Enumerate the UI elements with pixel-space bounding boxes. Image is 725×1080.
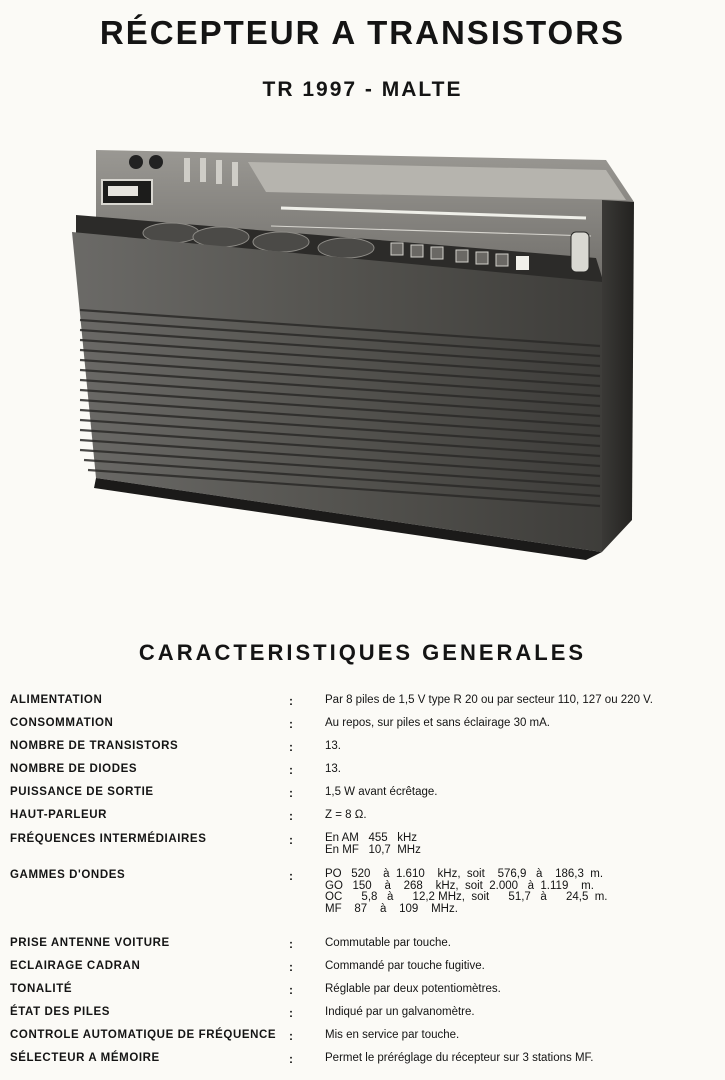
spec-value (325, 809, 367, 821)
spec-label: GAMMES D'ONDES (10, 869, 126, 881)
spec-label: PUISSANCE DE SORTIE (10, 786, 154, 798)
spec-value (325, 763, 341, 775)
document-title: RÉCEPTEUR A TRANSISTORS (99, 14, 626, 51)
spec-value-line: 1,5 W avant écrêtage. (325, 786, 438, 798)
spec-colon: : (289, 786, 293, 800)
spec-label: HAUT-PARLEUR (10, 809, 108, 821)
spec-label: PRISE ANTENNE VOITURE (10, 937, 170, 949)
spec-value (325, 869, 608, 915)
spec-value (325, 833, 421, 856)
spec-colon: : (289, 983, 293, 997)
spec-value (325, 694, 653, 706)
spec-colon: : (289, 1006, 293, 1020)
spec-value-line: MF 87 à 109 MHz. (325, 902, 458, 915)
spec-value-line: Commutable par touche. (325, 937, 451, 949)
spec-value-line: Indiqué par un galvanomètre. (325, 1006, 475, 1018)
spec-value-line: Au repos, sur piles et sans éclairage 30 mA. (325, 717, 551, 729)
spec-colon: : (289, 960, 293, 974)
spec-value (325, 937, 451, 949)
spec-value-line: Z = 8 Ω. (325, 809, 367, 821)
spec-colon: : (289, 809, 293, 823)
spec-label: SÉLECTEUR A MÉMOIRE (10, 1052, 160, 1064)
spec-colon: : (289, 740, 293, 754)
spec-label: CONSOMMATION (10, 717, 114, 729)
spec-value-line: GO 150 à 268 kHz, soit 2.000 à 1.119 m. (325, 879, 594, 892)
spec-label: FRÉQUENCES INTERMÉDIAIRES (10, 833, 207, 845)
spec-value (325, 1052, 593, 1064)
spec-value-line: En AM 455 kHz (325, 832, 418, 844)
spec-value-line: Commandé par touche fugitive. (325, 960, 485, 972)
spec-value-line: OC 5,8 à 12,2 MHz, soit 51,7 à 24,5 m. (325, 891, 608, 904)
spec-label: NOMBRE DE TRANSISTORS (10, 740, 179, 752)
spec-value (325, 717, 550, 729)
spec-colon: : (289, 694, 293, 708)
spec-value (325, 1006, 475, 1018)
spec-colon: : (289, 1052, 293, 1066)
spec-colon: : (289, 833, 293, 847)
spec-value-line: Mis en service par touche. (325, 1029, 460, 1041)
spec-value (325, 983, 501, 995)
spec-value-line: 13. (325, 763, 341, 775)
section-title: CARACTERISTIQUES GENERALES (138, 640, 587, 665)
spec-value-line: 13. (325, 740, 341, 752)
spec-label: CONTROLE AUTOMATIQUE DE FRÉQUENCE (10, 1029, 277, 1041)
spec-label: ECLAIRAGE CADRAN (10, 960, 141, 972)
spec-label: TONALITÉ (10, 983, 73, 995)
spec-colon: : (289, 869, 293, 883)
spec-colon: : (289, 1029, 293, 1043)
spec-colon: : (289, 763, 293, 777)
spec-value-line: Par 8 piles de 1,5 V type R 20 ou par secteur 110, 127 ou 220 V. (325, 694, 653, 706)
spec-colon: : (289, 937, 293, 951)
spec-value (325, 786, 438, 798)
spec-label: ALIMENTATION (10, 694, 103, 706)
spec-label: NOMBRE DE DIODES (10, 763, 138, 775)
spec-value (325, 740, 341, 752)
spec-value-line: Permet le préréglage du récepteur sur 3 stations MF. (325, 1052, 594, 1064)
spec-label: ÉTAT DES PILES (10, 1006, 110, 1018)
model-subtitle: TR 1997 - MALTE (262, 78, 463, 101)
spec-value (325, 1029, 459, 1041)
spec-colon: : (289, 717, 293, 731)
radio-illustration (66, 140, 646, 565)
spec-value-line: En MF 10,7 MHz (325, 843, 421, 856)
spec-value (325, 960, 485, 972)
radio-receiver-photo (66, 140, 646, 565)
spec-value-line: Réglable par deux potentiomètres. (325, 983, 501, 995)
spec-value-line: PO 520 à 1.610 kHz, soit 576,9 à 186,3 m. (325, 868, 604, 880)
